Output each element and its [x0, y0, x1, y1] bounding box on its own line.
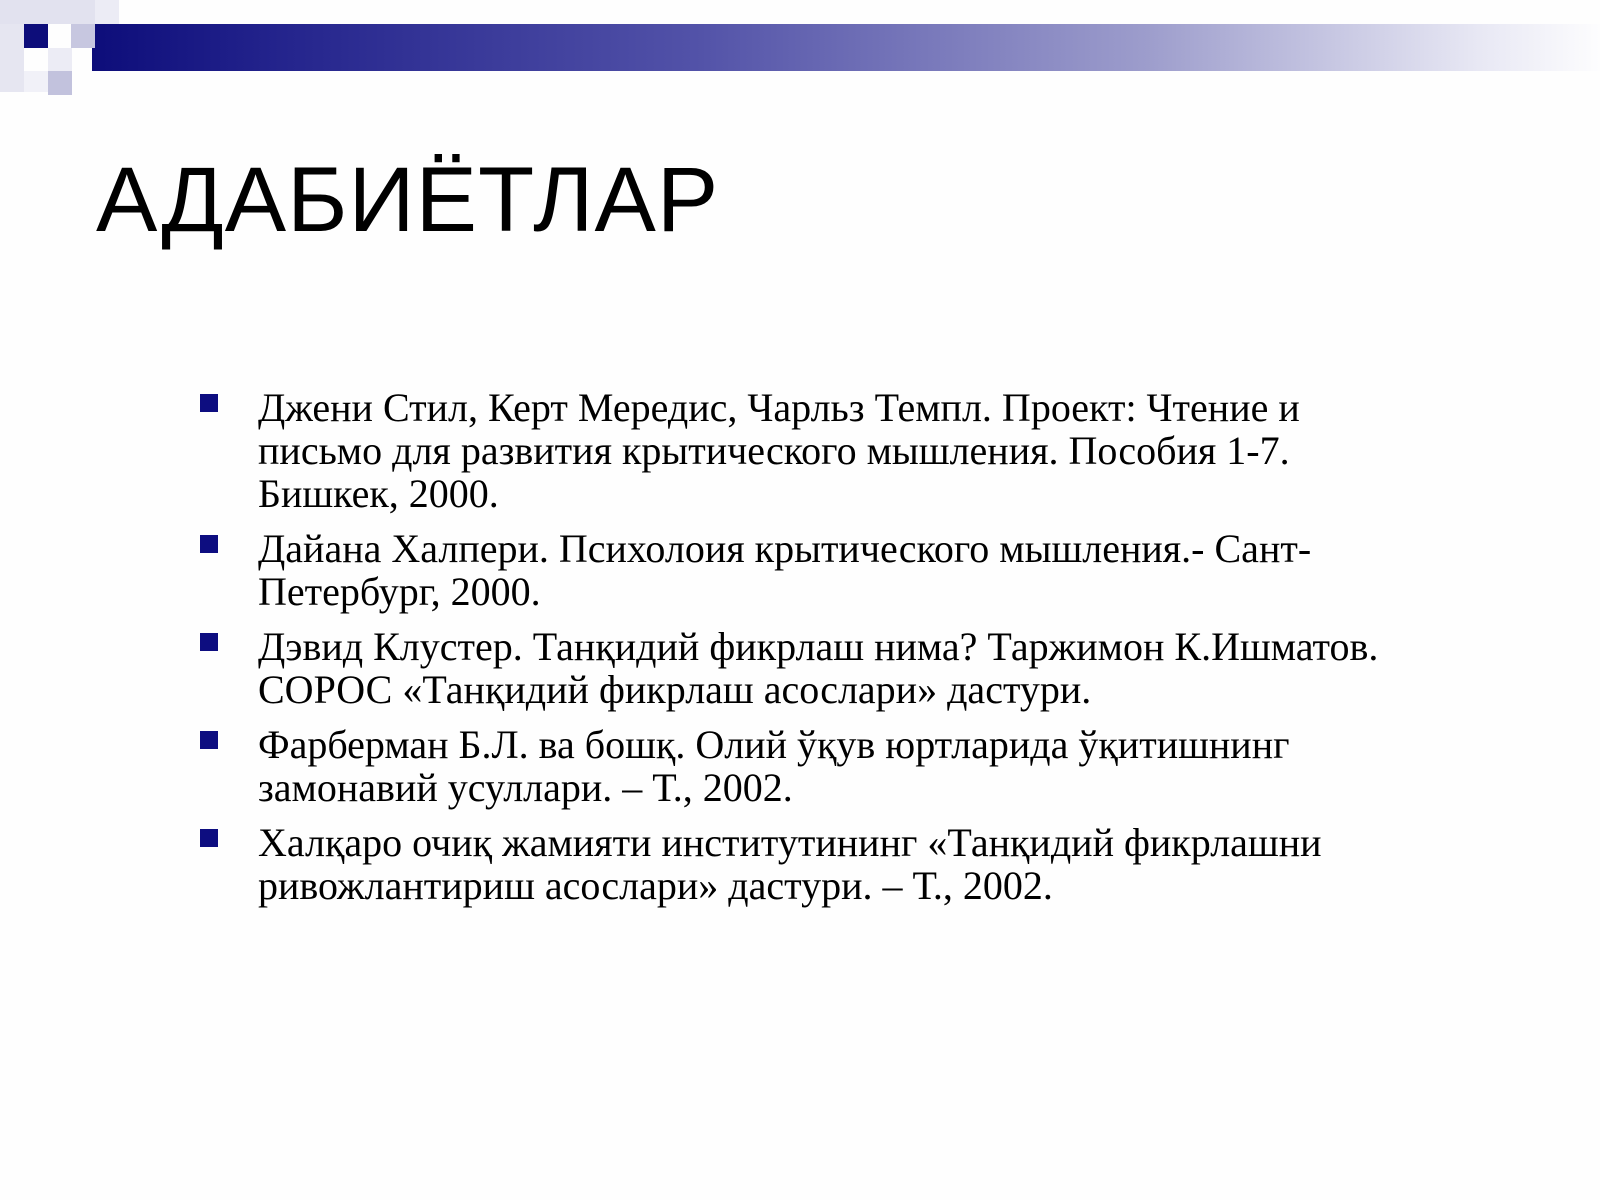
- header-gradient-bar: [92, 24, 1600, 71]
- list-item: [200, 386, 1400, 515]
- square-bullet-icon: [200, 731, 218, 749]
- square-bullet-icon: [200, 829, 218, 847]
- decorative-square: [24, 71, 48, 92]
- list-item: [200, 723, 1400, 809]
- decorative-square: [0, 24, 24, 92]
- decorative-square: [24, 24, 48, 48]
- slide-title: АДАБИЁТЛАР: [96, 149, 720, 251]
- reference-text: Дайана Халпери. Психолоия крытического мышления.- Сант-Петербург, 2000.: [258, 526, 1312, 614]
- reference-text: Джени Стил, Керт Мередис, Чарльз Темпл. Проект: Чтение и письмо для развития крытического мышления. Пособия 1-7. Бишкек, 2000.: [258, 385, 1300, 516]
- square-bullet-icon: [200, 535, 218, 553]
- list-item: [200, 527, 1400, 613]
- reference-text: Халқаро очиқ жамияти институтининг «Танқидий фикрлашни ривожлантириш асослари» дастури. – Т., 2002.: [258, 820, 1322, 908]
- reference-text: Дэвид Клустер. Танқидий фикрлаш нима? Таржимон К.Ишматов. СОРОС «Танқидий фикрлаш асослари» дастури.: [258, 624, 1379, 712]
- decorative-square: [48, 48, 72, 72]
- list-item: [200, 821, 1400, 907]
- decorative-square: [71, 24, 95, 48]
- reference-text: Фарберман Б.Л. ва бошқ. Олий ўқув юртларида ўқитишнинг замонавий усуллари. – Т., 2002.: [258, 722, 1290, 810]
- decorative-square: [0, 0, 95, 24]
- square-bullet-icon: [200, 394, 218, 412]
- reference-list: [200, 386, 1400, 919]
- decorative-square: [95, 0, 119, 24]
- list-item: [200, 625, 1400, 711]
- square-bullet-icon: [200, 633, 218, 651]
- decorative-square: [48, 71, 72, 95]
